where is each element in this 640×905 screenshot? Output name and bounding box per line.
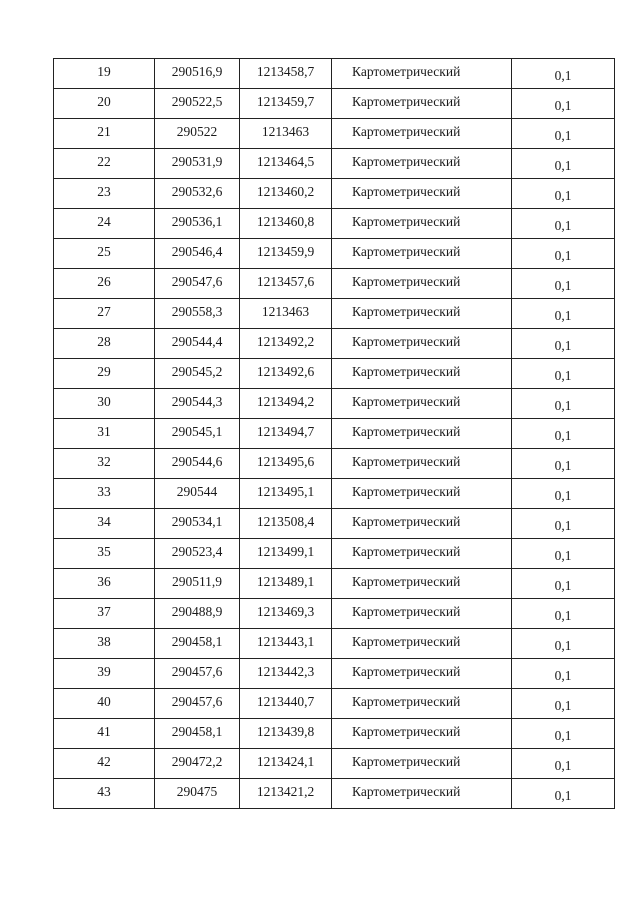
method-cell: Картометрический	[332, 299, 512, 329]
y-coordinate-cell: 1213439,8	[240, 719, 332, 749]
table-row	[54, 479, 615, 509]
point-number-cell: 25	[54, 239, 155, 269]
accuracy-cell: 0,1	[512, 299, 615, 329]
point-number-cell: 42	[54, 749, 155, 779]
method-cell: Картометрический	[332, 269, 512, 299]
table-row	[54, 539, 615, 569]
y-coordinate-cell: 1213443,1	[240, 629, 332, 659]
point-number-cell: 35	[54, 539, 155, 569]
y-coordinate-cell: 1213492,2	[240, 329, 332, 359]
point-number-cell: 41	[54, 719, 155, 749]
x-coordinate-cell: 290544,6	[155, 449, 240, 479]
method-cell: Картометрический	[332, 719, 512, 749]
point-number-cell: 32	[54, 449, 155, 479]
x-coordinate-cell: 290545,2	[155, 359, 240, 389]
point-number-cell: 31	[54, 419, 155, 449]
table-row	[54, 89, 615, 119]
accuracy-cell: 0,1	[512, 509, 615, 539]
x-coordinate-cell: 290516,9	[155, 59, 240, 89]
method-cell: Картометрический	[332, 779, 512, 809]
method-cell: Картометрический	[332, 569, 512, 599]
table-row	[54, 509, 615, 539]
point-number-cell: 30	[54, 389, 155, 419]
y-coordinate-cell: 1213495,1	[240, 479, 332, 509]
x-coordinate-cell: 290458,1	[155, 629, 240, 659]
y-coordinate-cell: 1213494,2	[240, 389, 332, 419]
point-number-cell: 33	[54, 479, 155, 509]
point-number-cell: 39	[54, 659, 155, 689]
method-cell: Картометрический	[332, 599, 512, 629]
accuracy-cell: 0,1	[512, 539, 615, 569]
accuracy-cell: 0,1	[512, 89, 615, 119]
y-coordinate-cell: 1213459,9	[240, 239, 332, 269]
table-row	[54, 389, 615, 419]
y-coordinate-cell: 1213494,7	[240, 419, 332, 449]
table-row	[54, 629, 615, 659]
accuracy-cell: 0,1	[512, 629, 615, 659]
method-cell: Картометрический	[332, 329, 512, 359]
x-coordinate-cell: 290488,9	[155, 599, 240, 629]
x-coordinate-cell: 290545,1	[155, 419, 240, 449]
y-coordinate-cell: 1213463	[240, 119, 332, 149]
table-row	[54, 419, 615, 449]
y-coordinate-cell: 1213499,1	[240, 539, 332, 569]
point-number-cell: 26	[54, 269, 155, 299]
table-row	[54, 239, 615, 269]
accuracy-cell: 0,1	[512, 269, 615, 299]
accuracy-cell: 0,1	[512, 359, 615, 389]
y-coordinate-cell: 1213460,8	[240, 209, 332, 239]
table-row	[54, 449, 615, 479]
x-coordinate-cell: 290544,3	[155, 389, 240, 419]
y-coordinate-cell: 1213442,3	[240, 659, 332, 689]
x-coordinate-cell: 290458,1	[155, 719, 240, 749]
accuracy-cell: 0,1	[512, 179, 615, 209]
point-number-cell: 29	[54, 359, 155, 389]
x-coordinate-cell: 290546,4	[155, 239, 240, 269]
x-coordinate-cell: 290544	[155, 479, 240, 509]
point-number-cell: 22	[54, 149, 155, 179]
x-coordinate-cell: 290457,6	[155, 659, 240, 689]
y-coordinate-cell: 1213508,4	[240, 509, 332, 539]
table-row	[54, 149, 615, 179]
accuracy-cell: 0,1	[512, 59, 615, 89]
x-coordinate-cell: 290472,2	[155, 749, 240, 779]
table-row	[54, 599, 615, 629]
method-cell: Картометрический	[332, 479, 512, 509]
method-cell: Картометрический	[332, 239, 512, 269]
y-coordinate-cell: 1213489,1	[240, 569, 332, 599]
x-coordinate-cell: 290457,6	[155, 689, 240, 719]
x-coordinate-cell: 290475	[155, 779, 240, 809]
accuracy-cell: 0,1	[512, 599, 615, 629]
x-coordinate-cell: 290531,9	[155, 149, 240, 179]
method-cell: Картометрический	[332, 449, 512, 479]
y-coordinate-cell: 1213440,7	[240, 689, 332, 719]
point-number-cell: 21	[54, 119, 155, 149]
accuracy-cell: 0,1	[512, 659, 615, 689]
method-cell: Картометрический	[332, 179, 512, 209]
method-cell: Картометрический	[332, 509, 512, 539]
method-cell: Картометрический	[332, 149, 512, 179]
method-cell: Картометрический	[332, 419, 512, 449]
method-cell: Картометрический	[332, 749, 512, 779]
accuracy-cell: 0,1	[512, 419, 615, 449]
table-row	[54, 119, 615, 149]
accuracy-cell: 0,1	[512, 689, 615, 719]
accuracy-cell: 0,1	[512, 329, 615, 359]
x-coordinate-cell: 290534,1	[155, 509, 240, 539]
method-cell: Картометрический	[332, 89, 512, 119]
point-number-cell: 24	[54, 209, 155, 239]
table-row	[54, 179, 615, 209]
x-coordinate-cell: 290511,9	[155, 569, 240, 599]
point-number-cell: 38	[54, 629, 155, 659]
y-coordinate-cell: 1213495,6	[240, 449, 332, 479]
coordinates-table-body	[54, 59, 615, 809]
table-row	[54, 269, 615, 299]
accuracy-cell: 0,1	[512, 449, 615, 479]
x-coordinate-cell: 290558,3	[155, 299, 240, 329]
point-number-cell: 28	[54, 329, 155, 359]
x-coordinate-cell: 290522	[155, 119, 240, 149]
table-row	[54, 689, 615, 719]
point-number-cell: 23	[54, 179, 155, 209]
point-number-cell: 37	[54, 599, 155, 629]
method-cell: Картометрический	[332, 389, 512, 419]
table-row	[54, 749, 615, 779]
y-coordinate-cell: 1213463	[240, 299, 332, 329]
x-coordinate-cell: 290522,5	[155, 89, 240, 119]
x-coordinate-cell: 290547,6	[155, 269, 240, 299]
x-coordinate-cell: 290544,4	[155, 329, 240, 359]
point-number-cell: 43	[54, 779, 155, 809]
table-row	[54, 59, 615, 89]
table-row	[54, 569, 615, 599]
point-number-cell: 19	[54, 59, 155, 89]
point-number-cell: 36	[54, 569, 155, 599]
accuracy-cell: 0,1	[512, 209, 615, 239]
accuracy-cell: 0,1	[512, 119, 615, 149]
table-row	[54, 299, 615, 329]
y-coordinate-cell: 1213464,5	[240, 149, 332, 179]
point-number-cell: 27	[54, 299, 155, 329]
accuracy-cell: 0,1	[512, 389, 615, 419]
point-number-cell: 34	[54, 509, 155, 539]
y-coordinate-cell: 1213469,3	[240, 599, 332, 629]
point-number-cell: 20	[54, 89, 155, 119]
accuracy-cell: 0,1	[512, 749, 615, 779]
table-row	[54, 209, 615, 239]
point-number-cell: 40	[54, 689, 155, 719]
accuracy-cell: 0,1	[512, 479, 615, 509]
table-row	[54, 719, 615, 749]
table-row	[54, 659, 615, 689]
method-cell: Картометрический	[332, 629, 512, 659]
method-cell: Картометрический	[332, 59, 512, 89]
y-coordinate-cell: 1213460,2	[240, 179, 332, 209]
coordinates-table	[53, 58, 615, 809]
accuracy-cell: 0,1	[512, 719, 615, 749]
x-coordinate-cell: 290536,1	[155, 209, 240, 239]
y-coordinate-cell: 1213492,6	[240, 359, 332, 389]
method-cell: Картометрический	[332, 539, 512, 569]
y-coordinate-cell: 1213458,7	[240, 59, 332, 89]
y-coordinate-cell: 1213457,6	[240, 269, 332, 299]
x-coordinate-cell: 290532,6	[155, 179, 240, 209]
y-coordinate-cell: 1213424,1	[240, 749, 332, 779]
table-row	[54, 359, 615, 389]
table-row	[54, 779, 615, 809]
accuracy-cell: 0,1	[512, 569, 615, 599]
method-cell: Картометрический	[332, 119, 512, 149]
table-row	[54, 329, 615, 359]
y-coordinate-cell: 1213459,7	[240, 89, 332, 119]
method-cell: Картометрический	[332, 689, 512, 719]
method-cell: Картометрический	[332, 209, 512, 239]
accuracy-cell: 0,1	[512, 149, 615, 179]
method-cell: Картометрический	[332, 359, 512, 389]
y-coordinate-cell: 1213421,2	[240, 779, 332, 809]
method-cell: Картометрический	[332, 659, 512, 689]
accuracy-cell: 0,1	[512, 779, 615, 809]
x-coordinate-cell: 290523,4	[155, 539, 240, 569]
accuracy-cell: 0,1	[512, 239, 615, 269]
